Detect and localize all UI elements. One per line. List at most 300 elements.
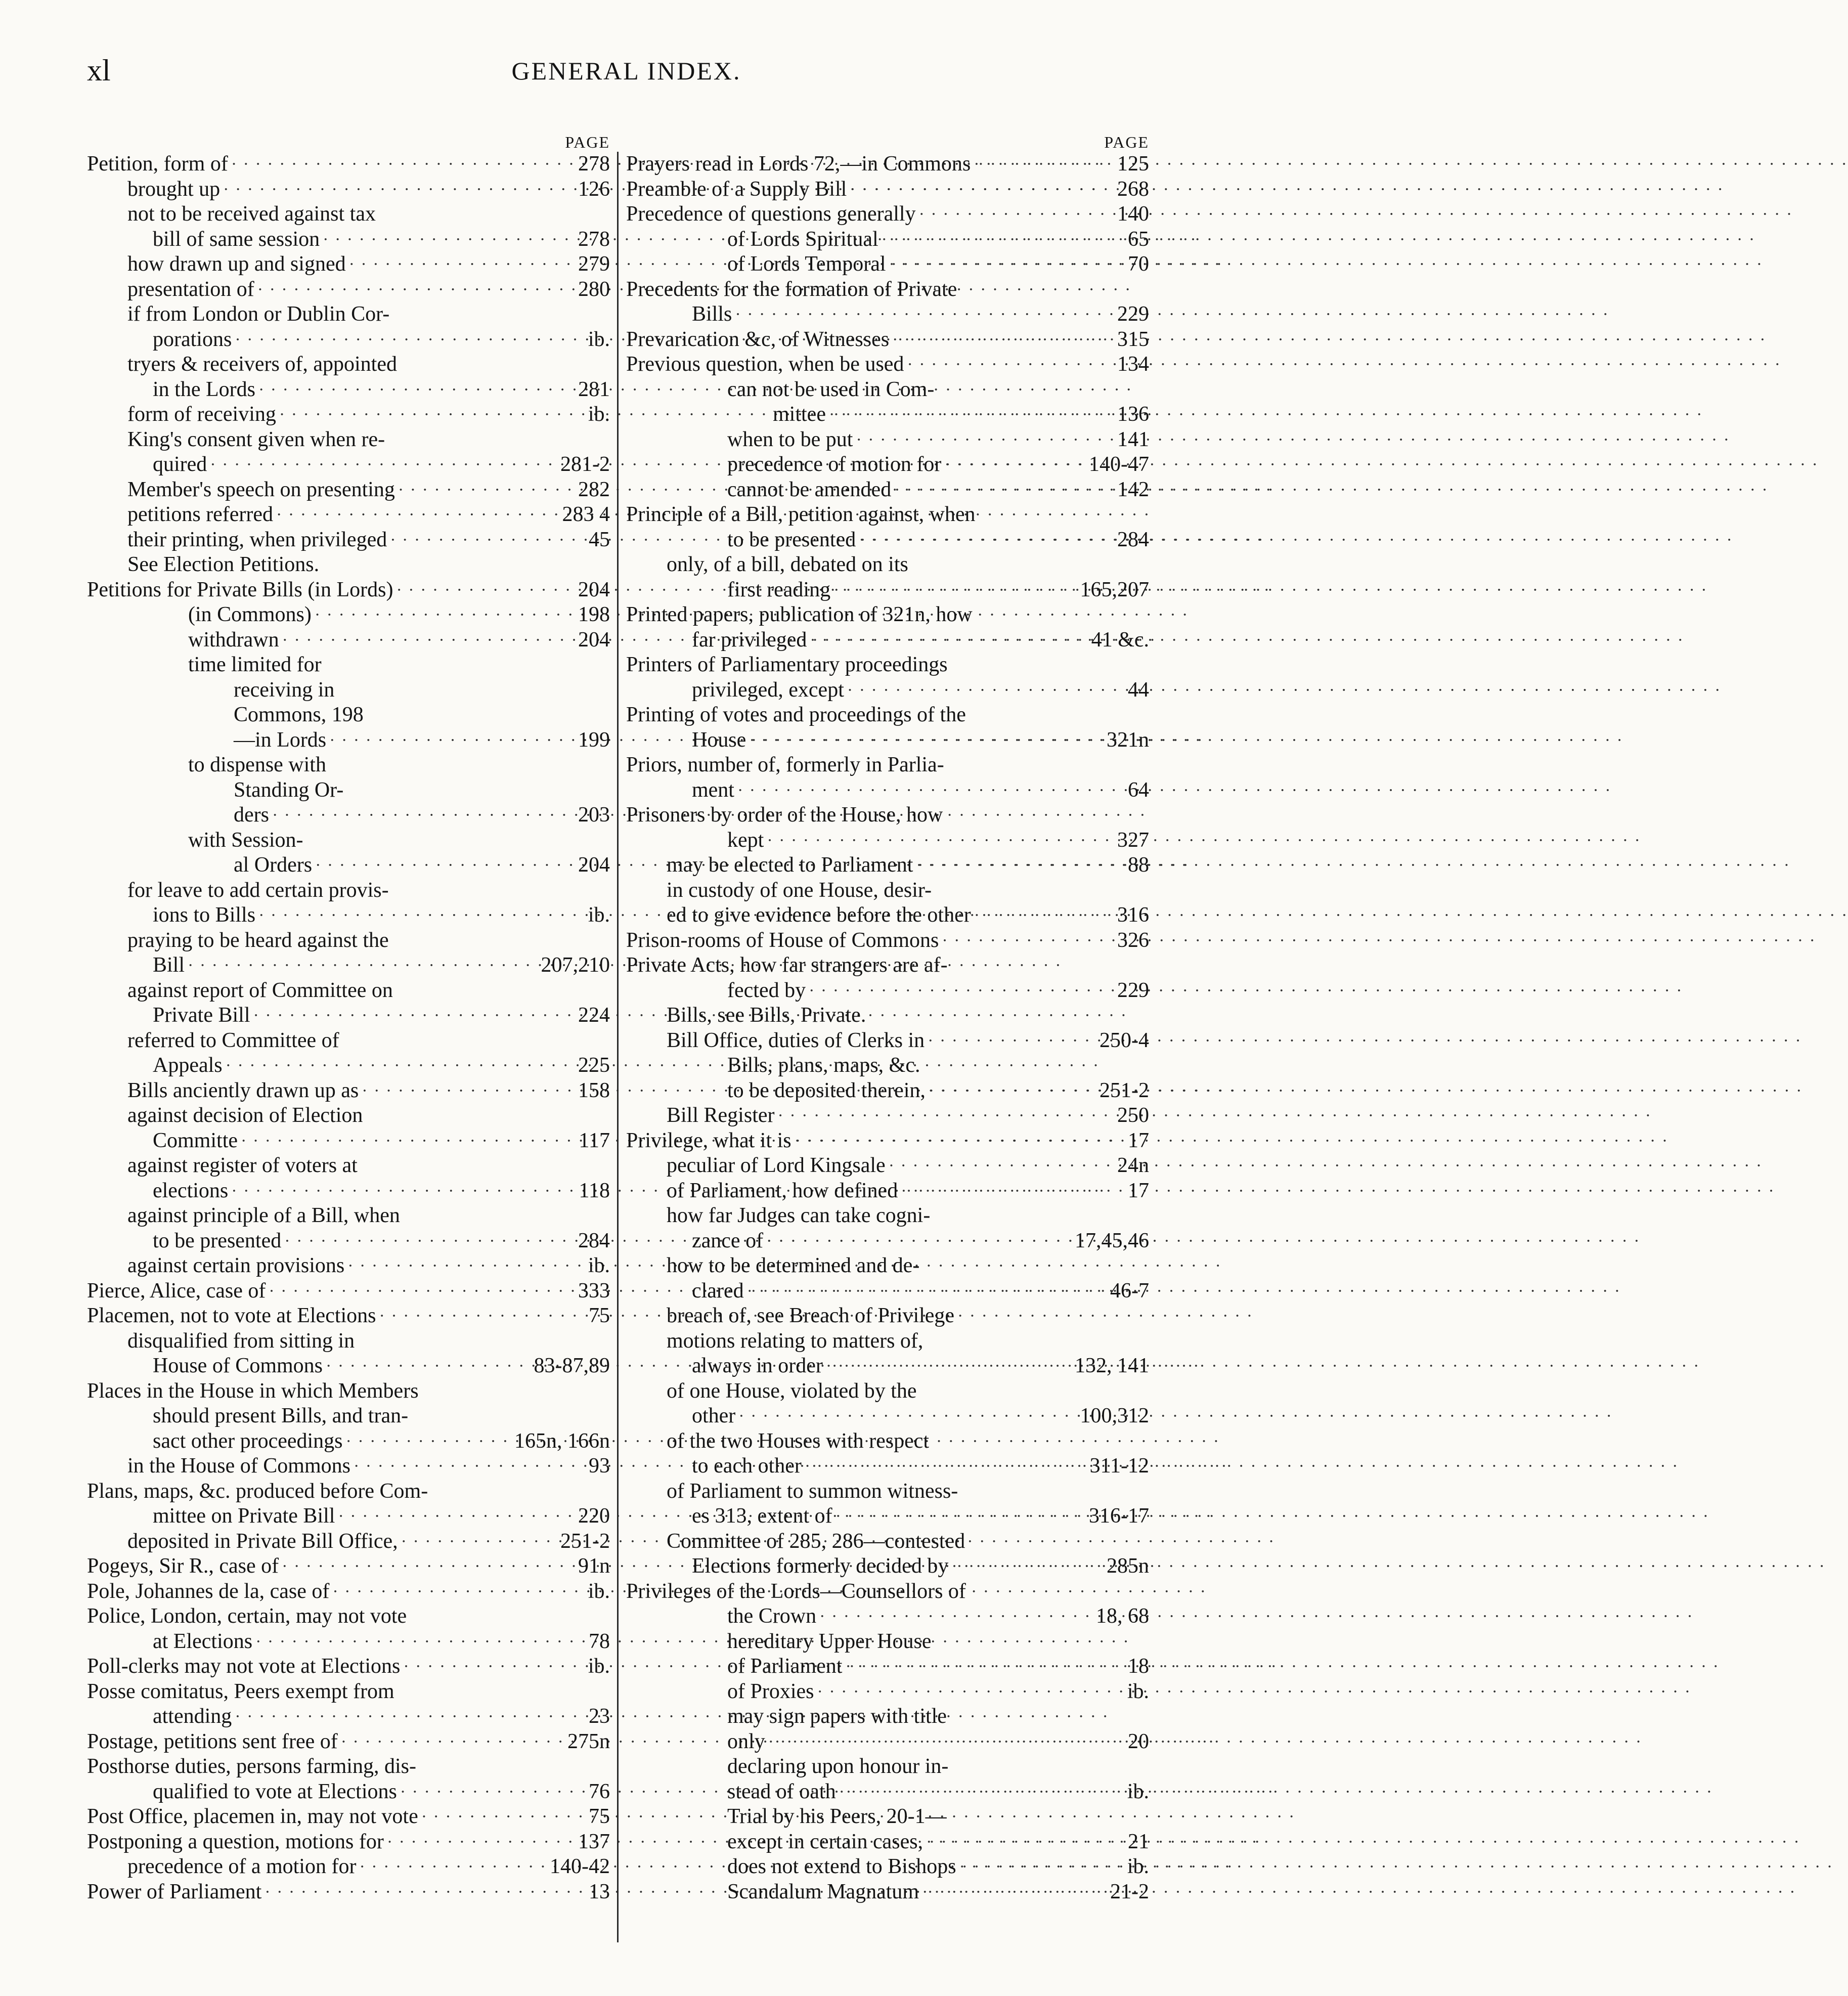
index-entry: [87, 1003, 610, 1028]
page-reference: 199: [578, 728, 610, 752]
index-entry: [626, 402, 1149, 427]
entry-text: attending: [153, 1705, 232, 1728]
index-entry: [626, 1604, 1149, 1629]
index-entry: [626, 1454, 1149, 1479]
index-entry: [87, 1078, 610, 1104]
dot-leader: [889, 1153, 1114, 1179]
dot-leader: [338, 1504, 575, 1529]
entry-text: how to be determined and de-: [667, 1254, 920, 1277]
index-entry: [87, 1529, 610, 1554]
entry-text: zance of: [692, 1229, 764, 1252]
index-entry: [87, 1754, 610, 1780]
index-entry: [626, 177, 1149, 202]
index-entry: [87, 1729, 610, 1755]
page-reference: 118: [579, 1179, 610, 1202]
index-entry: [626, 202, 1149, 227]
entry-text: Private Acts, how far strangers are af-: [626, 953, 948, 977]
index-entry: [626, 1153, 1149, 1179]
index-entry: [626, 478, 1149, 503]
index-entry: [87, 1329, 610, 1354]
page-header: [0, 53, 1253, 94]
page-reference: 279: [578, 252, 610, 276]
entry-text: Prison-rooms of House of Commons: [626, 928, 939, 952]
entry-text: Principle of a Bill, petition against, when: [626, 503, 976, 526]
entry-text: when to be put: [727, 427, 853, 451]
index-entry: [626, 1854, 1149, 1880]
dot-leader: [749, 728, 1104, 753]
page-reference: 93: [589, 1454, 610, 1478]
entry-text: only, of a bill, debated on its: [667, 553, 908, 576]
index-entry: [87, 1830, 610, 1855]
entry-text: tryers & receivers of, appointed: [127, 353, 397, 376]
dot-leader: [188, 953, 538, 978]
index-entry: [626, 953, 1149, 978]
page-reference: 13: [589, 1880, 610, 1903]
entry-text: of the two Houses with respect: [667, 1429, 930, 1453]
page-reference: 204: [578, 628, 610, 652]
entry-text: (in Commons): [188, 603, 312, 626]
entry-text: how drawn up and signed: [127, 252, 346, 276]
index-entry: [626, 277, 1149, 302]
dot-leader: [403, 1654, 585, 1679]
index-entry: [87, 678, 610, 703]
index-entry: [87, 177, 610, 202]
dot-leader: [805, 1454, 1087, 1479]
entry-text: Committee of 285, 286—contested: [667, 1529, 965, 1553]
index-entry: [626, 1554, 1149, 1579]
index-entry: [626, 1329, 1149, 1354]
entry-text: Appeals: [153, 1054, 223, 1077]
dot-leader: [258, 903, 585, 928]
page-reference: 333: [578, 1279, 610, 1303]
page-reference: 225: [578, 1054, 610, 1077]
index-entry: [626, 1179, 1149, 1204]
entry-text: Pole, Johannes de la, case of: [87, 1579, 330, 1603]
entry-text: Posthorse duties, persons farming, dis-: [87, 1755, 416, 1778]
index-entry: [626, 628, 1149, 653]
entry-text: of Lords Temporal: [727, 252, 886, 276]
page-reference: ib.: [1127, 1780, 1149, 1803]
index-entry: [87, 478, 610, 503]
page-reference: 326: [1117, 928, 1149, 952]
page-reference: 220: [578, 1504, 610, 1528]
index-entry: [87, 1679, 610, 1705]
entry-text: Pierce, Alice, case of: [87, 1279, 266, 1303]
dot-leader: [974, 903, 1114, 928]
entry-text: qualified to vote at Elections: [153, 1780, 397, 1803]
entry-text: if from London or Dublin Cor-: [127, 302, 390, 326]
index-entry: [87, 753, 610, 778]
dot-leader: [826, 1354, 1072, 1379]
dot-leader: [226, 1053, 575, 1078]
entry-text: elections: [153, 1179, 229, 1202]
dot-leader: [269, 1279, 575, 1304]
index-entry: [626, 502, 1149, 528]
column-divider: [617, 152, 619, 1942]
page-reference: 18, 68: [1096, 1604, 1149, 1628]
index-entry: [87, 1229, 610, 1254]
index-entry: [87, 1103, 610, 1129]
page-reference: 20: [1128, 1729, 1149, 1753]
entry-text: except in certain cases,: [727, 1830, 923, 1853]
index-entry: [626, 878, 1149, 903]
dot-leader: [253, 1003, 576, 1028]
index-entry: [87, 1654, 610, 1679]
entry-text: petitions referred: [127, 503, 274, 526]
entry-text: peculiar of Lord Kingsale: [667, 1154, 886, 1177]
dot-leader: [894, 478, 1114, 503]
index-entry: [87, 402, 610, 427]
page-reference: ib.: [588, 1254, 610, 1277]
entry-text: ders: [234, 803, 269, 827]
page-reference: 117: [579, 1129, 610, 1152]
index-entry: [87, 377, 610, 403]
entry-text: Prevarication &c, of Witnesses: [626, 327, 890, 351]
entry-text: Poll-clerks may not vote at Elections: [87, 1655, 401, 1678]
dot-leader: [929, 1078, 1096, 1104]
page-reference: 46-7: [1110, 1279, 1149, 1303]
dot-leader: [839, 1780, 1124, 1805]
page-reference: 204: [578, 578, 610, 601]
page-reference: ib.: [588, 1579, 610, 1603]
entry-text: against report of Committee on: [127, 978, 393, 1002]
entry-text: clared: [692, 1279, 744, 1303]
dot-leader: [421, 1804, 586, 1830]
page-reference: 229: [1117, 302, 1149, 326]
entry-text: motions relating to matters of,: [667, 1329, 923, 1353]
running-title: GENERAL INDEX.: [511, 57, 741, 85]
index-entry: [87, 1504, 610, 1529]
page-reference: 83-87,89: [534, 1354, 610, 1377]
entry-text: hereditary Upper House: [727, 1629, 932, 1653]
dot-leader: [926, 1830, 1125, 1855]
dot-leader: [810, 628, 1088, 653]
entry-text: to dispense with: [188, 753, 326, 776]
index-entry: [87, 703, 610, 728]
dot-leader: [847, 678, 1125, 703]
index-entry: [626, 452, 1149, 478]
index-entry: [87, 1203, 610, 1229]
page-reference: 140-42: [550, 1855, 610, 1878]
page-reference: 224: [578, 1004, 610, 1027]
entry-text: ions to Bills: [153, 903, 256, 927]
dot-leader: [265, 1880, 586, 1905]
entry-text: porations: [153, 327, 232, 351]
index-entry: [87, 1629, 610, 1655]
index-entry: [626, 377, 1149, 403]
index-entry: [626, 978, 1149, 1004]
entry-text: referred to Committee of: [127, 1028, 339, 1052]
index-entry: [626, 1780, 1149, 1805]
entry-text: against decision of Election: [127, 1104, 363, 1127]
index-entry: [87, 1253, 610, 1279]
page-reference: 283 4: [562, 503, 610, 526]
dot-leader: [892, 327, 1114, 353]
dot-leader: [258, 377, 575, 403]
entry-text: breach of, see Breach of Privilege: [667, 1304, 955, 1327]
entry-text: Precedence of questions generally: [626, 202, 916, 226]
entry-text: bill of same session: [153, 227, 320, 251]
index-entry: [626, 352, 1149, 377]
page-reference: 76: [589, 1780, 610, 1803]
page-reference: 285n: [1107, 1554, 1149, 1578]
index-entry: [87, 427, 610, 453]
index-entry: [87, 1604, 610, 1629]
index-entry: [626, 252, 1149, 277]
entry-text: in the House of Commons: [127, 1454, 350, 1478]
page-reference: 140-47: [1089, 453, 1149, 476]
page-reference: 75: [589, 1805, 610, 1828]
index-entry: [87, 602, 610, 628]
page-reference: 126: [578, 177, 610, 201]
entry-text: cannot be amended: [727, 478, 892, 501]
entry-text: House: [692, 728, 746, 752]
index-entry: [626, 1529, 1149, 1554]
entry-text: Privileges of the Lords—Counsellors of: [626, 1579, 966, 1603]
dot-leader: [255, 1629, 586, 1655]
entry-text: against certain provisions: [127, 1254, 345, 1277]
index-entry: [87, 1579, 610, 1604]
index-entry: [87, 452, 610, 478]
page-reference: 281: [578, 377, 610, 401]
entry-text: Police, London, certain, may not vote: [87, 1604, 407, 1628]
dot-leader: [346, 1429, 511, 1454]
dot-leader: [951, 1554, 1104, 1579]
entry-text: deposited in Private Bill Office,: [127, 1529, 398, 1553]
index-entry: [626, 678, 1149, 703]
dot-leader: [272, 803, 575, 828]
page-reference: 134: [1117, 353, 1149, 376]
entry-text: Trial by his Peers, 20-1—: [727, 1805, 947, 1828]
dot-leader: [901, 1179, 1125, 1204]
dot-leader: [766, 1229, 1072, 1254]
index-entry: [626, 1579, 1149, 1604]
page-reference: 284: [578, 1229, 610, 1252]
entry-text: mittee: [773, 403, 826, 426]
page-column-label: PAGE: [565, 133, 610, 151]
entry-text: Private Bill: [153, 1004, 250, 1027]
index-entry: [87, 928, 610, 953]
dot-leader: [737, 778, 1125, 803]
index-entry: [626, 578, 1149, 603]
dot-leader: [747, 1279, 1107, 1304]
page-reference: 321n: [1107, 728, 1149, 752]
index-entry: [626, 1003, 1149, 1028]
entry-text: Postponing a question, motions for: [87, 1830, 384, 1853]
entry-text: disqualified from sitting in: [127, 1329, 355, 1353]
index-entry: [87, 528, 610, 553]
dot-leader: [400, 1780, 586, 1805]
page-reference: 24n: [1117, 1154, 1149, 1177]
index-entry: [87, 1304, 610, 1329]
page-reference: ib.: [588, 1655, 610, 1678]
dot-leader: [882, 227, 1125, 252]
entry-text: Power of Parliament: [87, 1880, 262, 1903]
index-entry: [87, 1179, 610, 1204]
index-entry: [626, 853, 1149, 878]
entry-text: with Session-: [188, 828, 303, 852]
entry-text: ed to give evidence before the other: [667, 903, 971, 927]
entry-text: fected by: [727, 978, 806, 1002]
entry-text: Placemen, not to vote at Elections: [87, 1304, 376, 1327]
dot-leader: [235, 1704, 586, 1729]
page-reference: ib.: [588, 903, 610, 927]
page-reference: 198: [578, 603, 610, 626]
entry-text: the Crown: [727, 1604, 817, 1628]
dot-leader: [928, 1028, 1096, 1054]
page-reference: 21: [1128, 1830, 1149, 1853]
entry-text: Bills, see Bills, Private.: [667, 1004, 866, 1027]
entry-text: Printed papers, publication of 321n, how: [626, 603, 973, 626]
dot-leader: [332, 1579, 585, 1604]
page-reference: ib.: [588, 327, 610, 351]
index-entry: [87, 1028, 610, 1054]
index-entry: [626, 1279, 1149, 1304]
entry-text: Commons, 198: [234, 703, 364, 726]
entry-text: Privilege, what it is: [626, 1129, 791, 1152]
index-entry: [87, 202, 610, 227]
index-entry: [87, 903, 610, 928]
index-entry: [626, 828, 1149, 853]
index-entry: [626, 1654, 1149, 1679]
index-entry: [626, 803, 1149, 828]
index-entry: [87, 653, 610, 678]
page-reference: 100,312: [1080, 1404, 1149, 1427]
entry-text: Elections formerly decided by: [692, 1554, 949, 1578]
dot-leader: [379, 1304, 586, 1329]
entry-text: form of receiving: [127, 403, 276, 426]
right-entries: [626, 152, 1149, 1904]
dot-leader: [210, 452, 557, 478]
page-reference: 78: [589, 1629, 610, 1653]
dot-leader: [341, 1729, 564, 1755]
entry-text: Bills: [692, 302, 732, 326]
entry-text: precedence of motion for: [727, 453, 942, 476]
page-reference: ib.: [1127, 1679, 1149, 1703]
page-reference: 278: [578, 152, 610, 176]
dot-leader: [809, 978, 1114, 1004]
page-reference: 41 &c.: [1091, 628, 1149, 652]
index-entry: [626, 1679, 1149, 1705]
page-reference: 65: [1128, 227, 1149, 251]
page-reference: 275n: [567, 1729, 610, 1753]
page-reference: 250-4: [1099, 1028, 1149, 1052]
entry-text: Bill Register: [667, 1104, 775, 1127]
entry-text: Plans, maps, &c. produced before Com-: [87, 1479, 428, 1503]
page-reference: 21-2: [1110, 1880, 1149, 1903]
entry-text: of Parliament to summon witness-: [667, 1479, 958, 1503]
index-entry: [626, 753, 1149, 778]
page-reference: 203: [578, 803, 610, 827]
page-reference: ib.: [588, 403, 610, 426]
dot-leader: [257, 277, 575, 302]
index-entry: [87, 152, 610, 177]
entry-text: Printing of votes and proceedings of the: [626, 703, 966, 726]
page-reference: 18: [1128, 1655, 1149, 1678]
index-entry: [626, 302, 1149, 327]
index-entry: [626, 653, 1149, 678]
index-entry: [626, 728, 1149, 753]
index-entry: [87, 1429, 610, 1454]
entry-text: for leave to add certain provis-: [127, 878, 389, 902]
page-reference: 284: [1117, 528, 1149, 551]
dot-leader: [401, 1529, 557, 1554]
dot-leader: [916, 853, 1125, 878]
entry-text: of Parliament: [727, 1655, 843, 1678]
index-entry: [626, 427, 1149, 453]
index-entry: [87, 1404, 610, 1429]
entry-text: may be elected to Parliament: [667, 853, 913, 877]
dot-leader: [235, 327, 585, 353]
dot-leader: [919, 202, 1114, 227]
page-reference: 91n: [578, 1554, 610, 1578]
index-entry: [87, 502, 610, 528]
entry-text: brought up: [127, 177, 221, 201]
page-reference: 315: [1117, 327, 1149, 351]
dot-leader: [326, 1354, 531, 1379]
index-entry: [626, 1704, 1149, 1729]
page-reference: 17: [1128, 1179, 1149, 1202]
page-reference: ib.: [1127, 1855, 1149, 1878]
entry-text: of one House, violated by the: [667, 1379, 917, 1403]
page-reference: 44: [1128, 678, 1149, 702]
index-entry: [626, 1729, 1149, 1755]
dot-leader: [795, 1129, 1125, 1154]
dot-leader: [282, 628, 575, 653]
dot-leader: [354, 1454, 586, 1479]
dot-leader: [329, 728, 575, 753]
page-reference: 70: [1128, 252, 1149, 276]
page-reference: 251-2: [1099, 1078, 1149, 1102]
index-entry: [87, 1704, 610, 1729]
page-reference: 251-2: [560, 1529, 610, 1553]
dot-leader: [767, 828, 1114, 853]
index-entry: [626, 1028, 1149, 1054]
index-entry: [626, 602, 1149, 628]
index-entry: [87, 1153, 610, 1179]
entry-text: Pogeys, Sir R., case of: [87, 1554, 279, 1578]
dot-leader: [859, 528, 1114, 553]
entry-text: Committe: [153, 1129, 238, 1152]
index-entry: [87, 1379, 610, 1404]
entry-text: against principle of a Bill, when: [127, 1204, 400, 1227]
index-entry: [87, 277, 610, 302]
index-entry: [626, 1053, 1149, 1078]
dot-leader: [778, 1103, 1115, 1129]
index-entry: [626, 1479, 1149, 1504]
entry-text: does not extend to Bishops: [727, 1855, 956, 1878]
index-entry: [626, 1404, 1149, 1429]
entry-text: first reading: [727, 578, 831, 601]
entry-text: Preamble of a Supply Bill: [626, 177, 847, 201]
entry-text: Prisoners by order of the House, how: [626, 803, 943, 827]
page-reference: 204: [578, 853, 610, 877]
index-entry: [87, 352, 610, 377]
index-entry: [626, 1804, 1149, 1830]
page-reference: 140: [1117, 202, 1149, 226]
index-entry: [626, 1354, 1149, 1379]
index-entry: [626, 1078, 1149, 1104]
entry-text: always in order: [692, 1354, 823, 1377]
entry-text: in the Lords: [153, 377, 255, 401]
dot-leader: [845, 1654, 1125, 1679]
page-reference: 141: [1117, 427, 1149, 451]
dot-leader: [387, 1830, 575, 1855]
dot-leader: [349, 252, 575, 277]
page-reference: 142: [1117, 478, 1149, 501]
entry-text: may sign papers with title: [727, 1705, 947, 1728]
entry-text: time limited for: [188, 653, 322, 676]
